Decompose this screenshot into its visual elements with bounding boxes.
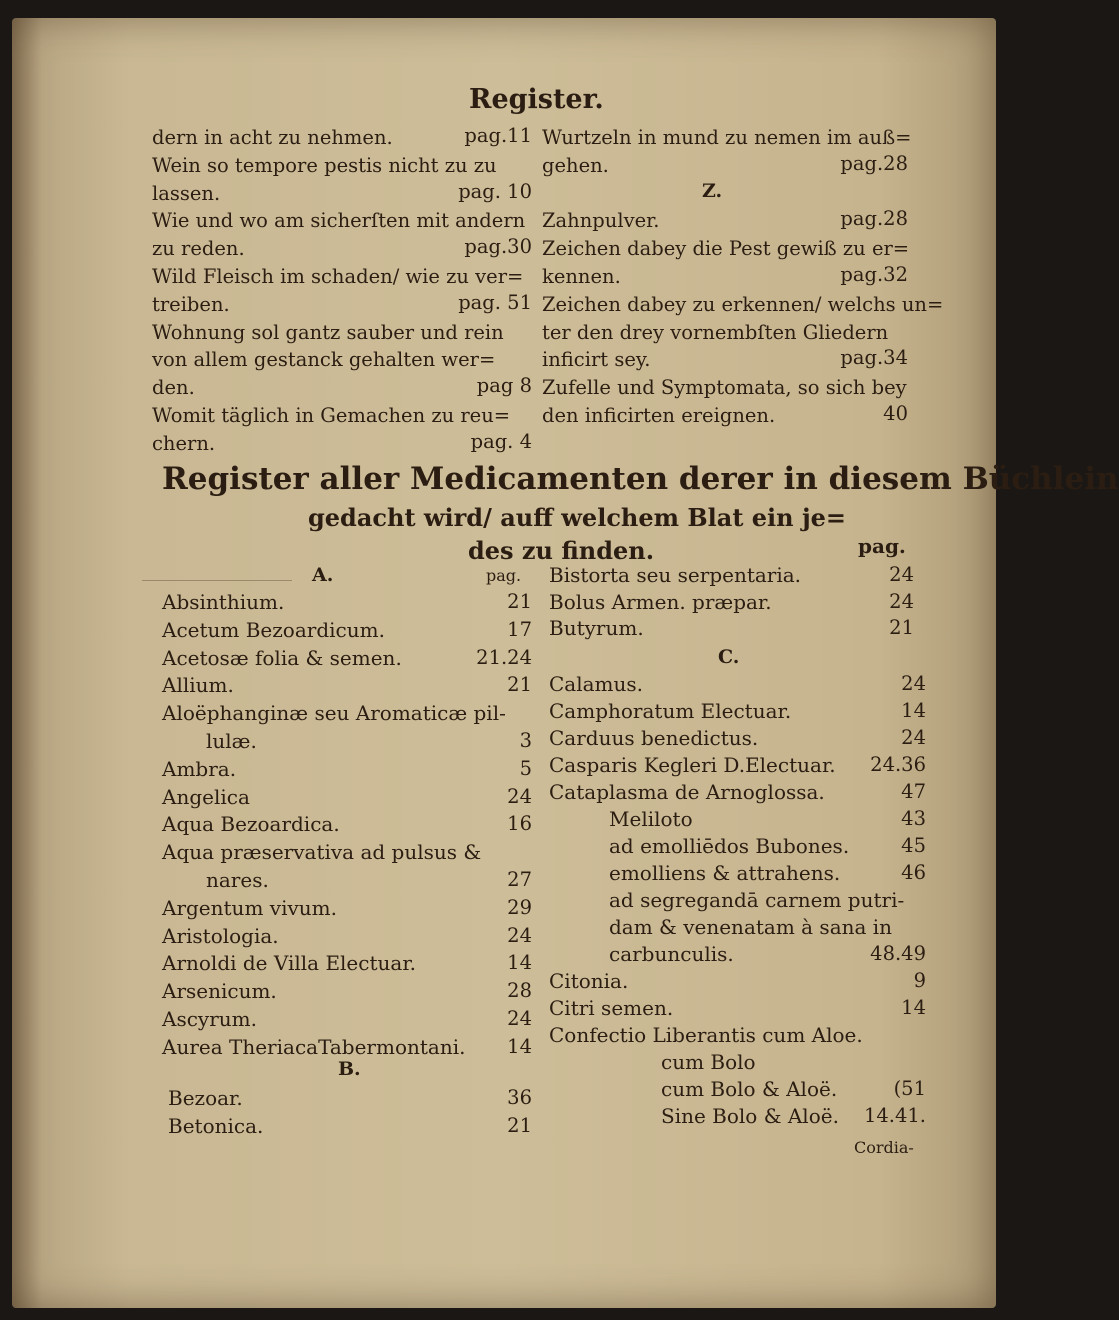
upper-left-entry-text: treiben. <box>152 292 230 316</box>
index-entry-a-text: Acetum Bezoardicum. <box>162 617 385 642</box>
index-entry-a-text: Arsenicum. <box>162 979 277 1004</box>
index-entry-right-text: Bistorta seu serpentaria. <box>549 563 802 587</box>
upper-right-entry-text: Zahnpulver. <box>542 209 660 233</box>
index-entry-c-page-ref: 24 <box>901 672 926 695</box>
index-entry-a-page-ref: 29 <box>507 895 532 919</box>
index-entry-b-text: Bezoar. <box>168 1086 243 1110</box>
upper-right-entry-text: Zeichen dabey die Pest gewiß zu er= <box>542 237 910 261</box>
index-entry-b-page-ref: 36 <box>507 1086 532 1109</box>
upper-right-entry-page-ref: 40 <box>883 402 908 425</box>
index-entry-c-text: carbunculis. <box>609 942 734 966</box>
index-entry-c-text: emolliens & attrahens. <box>609 861 841 885</box>
upper-left-entry-page-ref: pag.30 <box>464 235 532 259</box>
upper-right-entry-text: Z. <box>702 179 723 202</box>
index-entry-c-page-ref: 24.36 <box>870 753 926 776</box>
letter-heading-a-pag: pag. <box>486 566 522 585</box>
index-entry-a-text: Aloëphanginæ seu Aromaticæ pil- <box>162 701 506 726</box>
section-title-line-3: des zu finden. <box>468 536 655 565</box>
index-entry-a-text: Aqua præservativa ad pulsus & <box>162 840 482 865</box>
index-entry-c-text: Meliloto <box>609 807 693 831</box>
upper-left-entry-text: Wild Fleisch im schaden/ wie zu ver= <box>152 265 524 288</box>
index-entry-b-page-ref: 21 <box>507 1114 532 1137</box>
upper-right-entry-text: Zufelle und Symptomata, so sich bey <box>542 376 907 400</box>
index-entry-c-page-ref: 14 <box>901 996 926 1019</box>
upper-right-entry-page-ref: pag.32 <box>840 263 908 286</box>
upper-right-entry-text: gehen. <box>542 153 609 177</box>
index-entry-c-text: cum Bolo <box>661 1050 756 1074</box>
index-entry-a-text: lulæ. <box>206 729 257 753</box>
upper-left-entry-page-ref: pag. 4 <box>470 429 532 453</box>
index-entry-a-page-ref: 24 <box>507 1007 532 1030</box>
catchword: Cordia- <box>854 1138 914 1157</box>
book-page <box>12 18 1119 1308</box>
upper-left-entry-text: von allem gestanck gehalten wer= <box>152 348 496 372</box>
upper-left-entry-page-ref: pag. 51 <box>458 290 532 314</box>
upper-left-entry-text: Wie und wo am sicherſten mit andern <box>152 209 526 233</box>
index-entry-c-text: Casparis Kegleri D.Electuar. <box>549 753 836 777</box>
upper-left-entry-page-ref: pag.11 <box>464 124 532 147</box>
index-entry-c-page-ref: 14 <box>901 699 926 722</box>
index-entry-a-page-ref: 28 <box>507 979 532 1003</box>
upper-right-entry-text: ter den drey vornembſten Gliedern <box>542 320 889 344</box>
index-entry-right-page-ref: 24 <box>889 589 914 613</box>
index-entry-a-text: nares. <box>206 868 269 892</box>
upper-left-entry-page-ref: pag. 10 <box>458 179 532 203</box>
index-entry-b-text: Betonica. <box>168 1114 264 1138</box>
index-entry-a-page-ref: 14 <box>507 951 532 975</box>
divider-rule <box>142 580 292 581</box>
index-entry-c-text: Carduus benedictus. <box>549 726 759 750</box>
index-entry-a-page-ref: 24 <box>507 784 532 808</box>
index-entry-c-text: Cataplasma de Arnoglossa. <box>549 780 825 804</box>
index-entry-a-text: Ambra. <box>162 756 237 781</box>
upper-right-entry-text: Zeichen dabey zu erkennen/ welchs un= <box>542 292 944 316</box>
index-entry-c-text: Sine Bolo & Aloë. <box>661 1104 839 1128</box>
index-entry-a-page-ref: 17 <box>507 617 532 641</box>
index-entry-c-text: ad segregandā carnem putri- <box>609 888 905 912</box>
index-entry-a-page-ref: 3 <box>519 729 532 752</box>
upper-right-entry-page-ref: pag.34 <box>840 346 908 370</box>
index-entry-right-page-ref: 24 <box>889 563 914 586</box>
letter-heading-b: B. <box>338 1058 361 1080</box>
upper-left-entry-text: den. <box>152 376 195 400</box>
upper-left-entry-text: chern. <box>152 431 216 455</box>
index-entry-c-text: Camphoratum Electuar. <box>549 699 792 723</box>
upper-right-entry-page-ref: pag.28 <box>840 207 908 231</box>
index-entry-c-text: Calamus. <box>549 672 644 696</box>
index-entry-c-page-ref: 45 <box>901 834 926 857</box>
upper-left-entry-text: Wein so tempore pestis nicht zu zu <box>152 153 497 177</box>
upper-left-entry-text: Womit täglich in Gemachen zu reu= <box>152 404 511 427</box>
index-entry-right-page-ref: 21 <box>889 616 914 639</box>
index-entry-a-text: Aurea TheriacaTabermontani. <box>162 1034 466 1059</box>
upper-right-entry-page-ref: pag.28 <box>840 151 908 175</box>
upper-left-entry-text: Wohnung sol gantz sauber und rein <box>152 320 504 344</box>
index-entry-a-text: Aqua Bezoardica. <box>162 812 340 837</box>
section-title-line-1: Register aller Medicamenten derer in diesem Büchlein <box>162 461 1119 497</box>
index-entry-a-page-ref: 21 <box>507 673 532 697</box>
index-entry-c-page-ref: 9 <box>913 969 926 992</box>
index-entry-c-text: dam & venenatam à sana in <box>609 915 893 939</box>
index-entry-c-page-ref: 24 <box>901 726 926 749</box>
index-entry-a-text: Acetosæ folia & semen. <box>162 645 402 670</box>
index-entry-a-page-ref: 16 <box>507 812 532 836</box>
index-entry-a-text: Absinthium. <box>162 590 285 614</box>
upper-left-entry-text: zu reden. <box>152 237 245 261</box>
upper-left-entry-text: lassen. <box>152 181 221 205</box>
letter-heading-a: A. <box>312 564 334 586</box>
section-title-line-2: gedacht wird/ auff welchem Blat ein je= <box>308 503 847 532</box>
upper-right-entry-text: den inficirten ereignen. <box>542 404 776 427</box>
upper-right-entry-text: kennen. <box>542 265 621 288</box>
index-entry-a-text: Allium. <box>162 673 234 698</box>
index-entry-c-page-ref: 46 <box>901 861 926 884</box>
index-entry-c-page-ref: (51 <box>893 1077 926 1100</box>
index-entry-c-text: Citonia. <box>549 969 629 993</box>
index-entry-a-text: Arnoldi de Villa Electuar. <box>162 951 417 976</box>
index-entry-a-page-ref: 27 <box>507 868 532 891</box>
index-entry-a-text: Angelica <box>162 784 250 809</box>
index-entry-c-text: Citri semen. <box>549 996 674 1020</box>
index-entry-c-page-ref: 43 <box>901 807 926 830</box>
running-title: Register. <box>469 84 604 115</box>
index-entry-right-text: Bolus Armen. præpar. <box>549 589 772 614</box>
upper-right-entry-text: Wurtzeln in mund zu nemen im auß= <box>542 126 912 149</box>
index-entry-c-page-ref: 47 <box>901 780 926 803</box>
index-entry-c-page-ref: 14.41. <box>863 1104 926 1127</box>
section-pag-label: pag. <box>858 534 906 558</box>
index-entry-c-text: ad emolliēdos Bubones. <box>609 834 850 858</box>
index-entry-a-page-ref: 21 <box>507 590 532 613</box>
upper-right-entry-text: inficirt sey. <box>542 348 651 372</box>
index-entry-c-page-ref: 48.49 <box>870 942 926 965</box>
upper-left-entry-page-ref: pag 8 <box>476 374 532 398</box>
index-entry-a-page-ref: 24 <box>507 923 532 947</box>
index-entry-c-text: cum Bolo & Aloë. <box>661 1077 838 1101</box>
index-entry-a-text: Ascyrum. <box>162 1007 257 1031</box>
index-entry-a-text: Aristologia. <box>162 923 279 948</box>
index-entry-a-page-ref: 14 <box>507 1034 532 1058</box>
index-entry-c-text: Confectio Liberantis cum Aloe. <box>549 1023 863 1047</box>
index-entry-a-page-ref: 21.24 <box>476 645 532 669</box>
letter-heading-c: C. <box>718 646 740 668</box>
index-entry-a-text: Argentum vivum. <box>162 895 337 920</box>
index-entry-right-text: Butyrum. <box>549 616 644 640</box>
upper-left-entry-text: dern in acht zu nehmen. <box>152 126 393 149</box>
index-entry-a-page-ref: 5 <box>519 756 532 780</box>
